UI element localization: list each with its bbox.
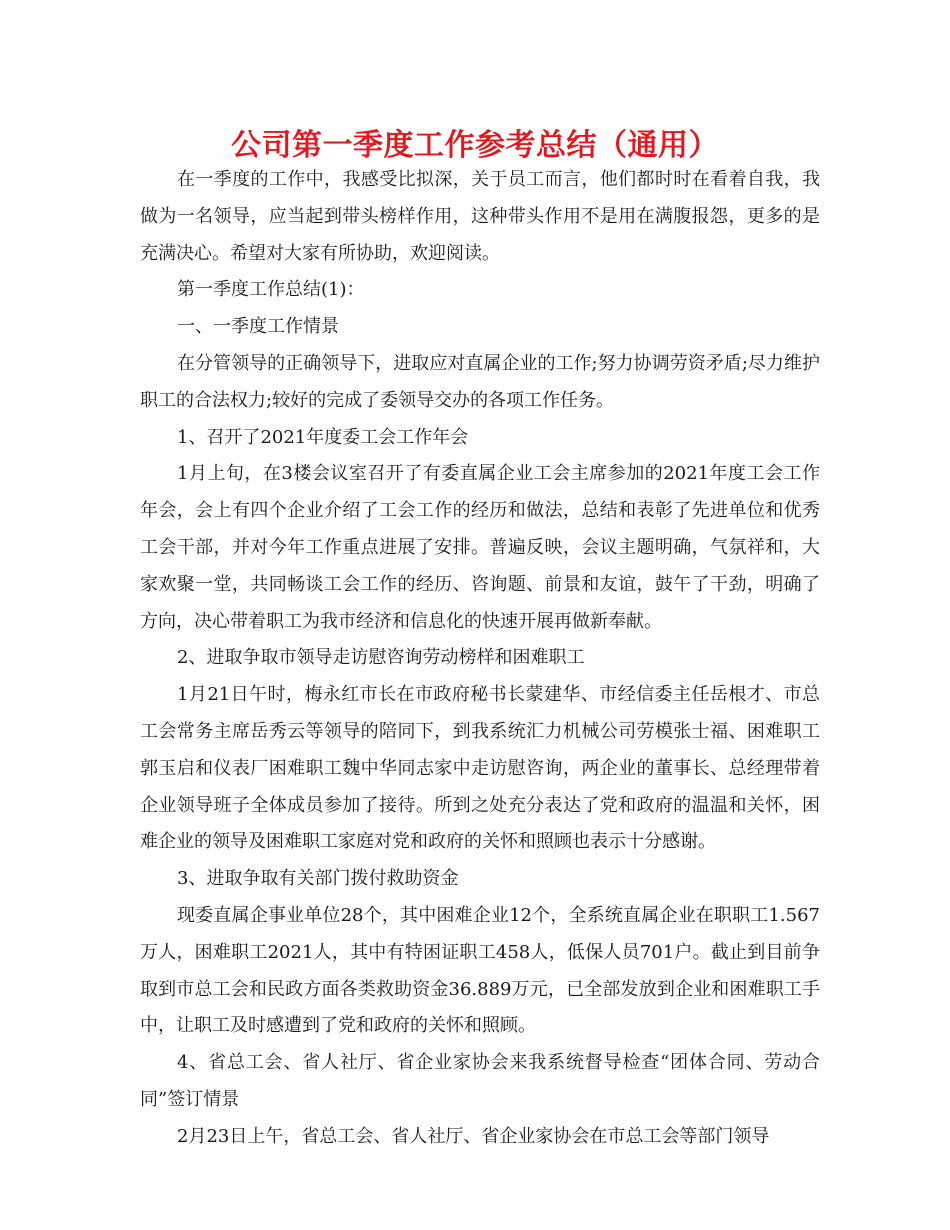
- document-title: 公司第一季度工作参考总结（通用）: [231, 128, 719, 163]
- paragraph: 1月上旬，在3楼会议室召开了有委直属企业工会主席参加的2021年度工会工作年会，会上有四个企业介绍了工会工作的经历和做法，总结和表彰了先进单位和优秀工会干部，并对今年工作重点进展了安排。普遍反映，会议主题明确，气氛祥和，大家欢聚一堂，共同畅谈工会工作的经历、咨询题、前景和友谊，鼓午了干劲，明确了方向，决心带着职工为我市经济和信息化的快速开展再做新奉献。: [140, 463, 820, 632]
- item-heading: 4、省总工会、省人社厅、省企业家协会来我系统督导检查“团体合同、劳动合同”签订情景: [140, 1052, 820, 1110]
- paragraph: 现委直属企事业单位28个，其中困难企业12个，全系统直属企业在职职工1.567万人，困难职工2021人，其中有特困证职工458人，低保人员701户。截止到目前争取到市总工会和民政方面各类救助资金36.889万元，已全部发放到企业和困难职工手中，让职工及时感遭到了党和政府的关怀和照顾。: [140, 904, 820, 1037]
- paragraph: 在一季度的工作中，我感受比拟深，关于员工而言，他们都时时在看着自我，我做为一名领导，应当起到带头榜样作用，这种带头作用不是用在满腹报怨，更多的是充满决心。希望对大家有所协助，欢迎阅读。: [140, 169, 820, 264]
- item-heading: 2、进取争取市领导走访慰咨询劳动榜样和困难职工: [177, 647, 585, 669]
- document-body: [140, 162, 820, 1156]
- item-heading: 3、进取争取有关部门拨付救助资金: [177, 868, 459, 890]
- paragraph: 在分管领导的正确领导下，进取应对直属企业的工作;努力协调劳资矛盾;尽力维护职工的合法权力;较好的完成了委领导交办的各项工作任务。: [140, 352, 820, 411]
- paragraph: 2月23日上午，省总工会、省人社厅、省企业家协会在市总工会等部门领导: [177, 1125, 770, 1147]
- section-heading: 一、一季度工作情景: [177, 316, 339, 338]
- paragraph: 1月21日午时，梅永红市长在市政府秘书长蒙建华、市经信委主任岳根才、市总工会常务主席岳秀云等领导的陪同下，到我系统汇力机械公司劳模张士福、困难职工郭玉启和仪表厂困难职工魏中华同志家中走访慰咨询，两企业的董事长、总经理带着企业领导班子全体成员参加了接待。所到之处充分表达了党和政府的温温和关怀，困难企业的领导及困难职工家庭对党和政府的关怀和照顾也表示十分感谢。: [140, 684, 820, 853]
- item-heading: 1、召开了2021年度委工会工作年会: [177, 426, 469, 448]
- section-heading: 第一季度工作总结(1)：: [177, 279, 365, 301]
